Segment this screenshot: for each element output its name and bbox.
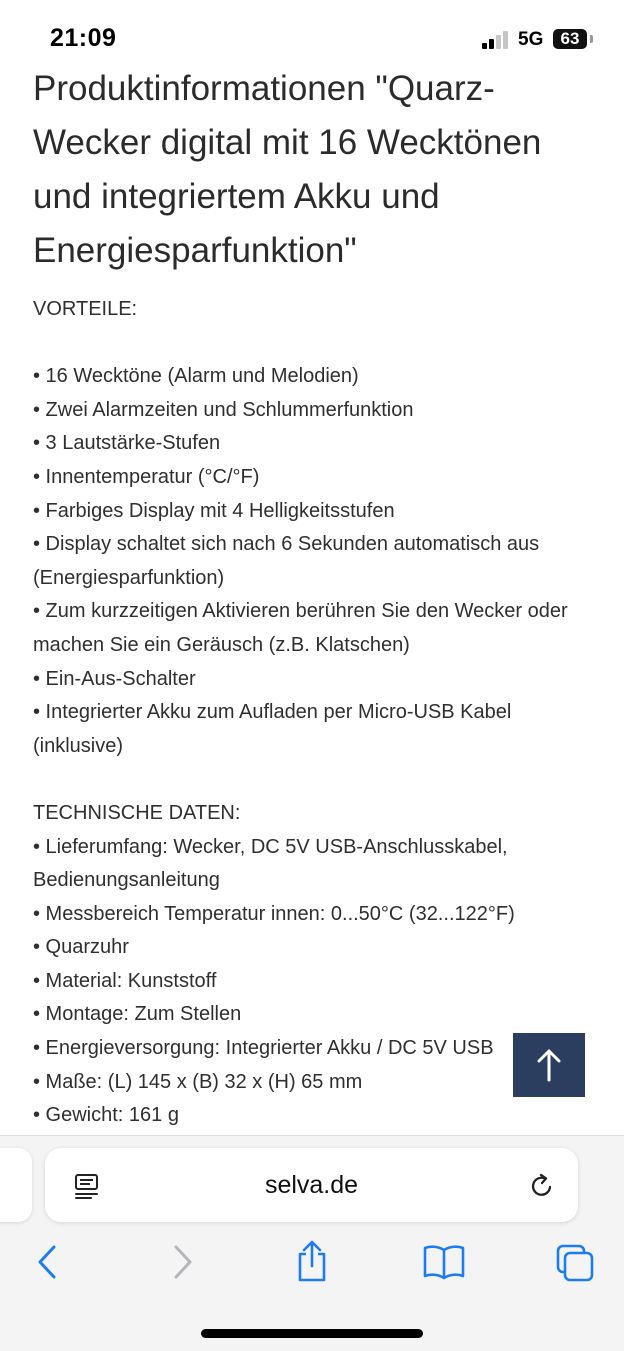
status-time: 21:09 [50, 24, 117, 52]
tech-heading: TECHNISCHE DATEN: [33, 801, 241, 824]
tabs-icon[interactable] [554, 1242, 596, 1284]
list-item: • Integrierter Akku zum Aufladen per Micro-USB Kabel (inklusive) [33, 701, 512, 757]
list-item: • Messbereich Temperatur innen: 0...50°C (32...122°F) [33, 902, 515, 925]
share-icon[interactable] [292, 1238, 332, 1284]
arrow-up-icon [513, 1033, 585, 1097]
battery-icon [553, 29, 587, 49]
battery-level: 63 [560, 29, 580, 48]
list-item: • Gewicht: 161 g [33, 1104, 179, 1127]
list-item: • Farbiges Display mit 4 Helligkeitsstufen [33, 499, 395, 522]
previous-tab-preview[interactable] [0, 1148, 32, 1222]
list-item: • Display schaltet sich nach 6 Sekunden automatisch aus (Energiesparfunktion) [33, 533, 540, 589]
reload-icon[interactable] [528, 1172, 556, 1200]
address-text[interactable]: selva.de [264, 1171, 359, 1199]
spacer [33, 763, 593, 797]
list-item: • Maße: (L) 145 x (B) 32 x (H) 65 mm [33, 1070, 363, 1093]
battery-tip [590, 35, 593, 43]
browser-toolbar [0, 1135, 624, 1351]
chevron-right-icon[interactable] [166, 1242, 198, 1282]
signal-icon [482, 31, 510, 49]
list-item: • 16 Wecktöne (Alarm und Melodien) [33, 365, 359, 388]
network-type: 5G [518, 29, 544, 50]
scroll-to-top-button[interactable] [513, 1033, 585, 1097]
list-item: • Material: Kunststoff [33, 969, 217, 992]
article-content [33, 62, 593, 1133]
list-item: • Quarzuhr [33, 936, 129, 959]
list-item: • Zwei Alarmzeiten und Schlummerfunktion [33, 398, 414, 421]
list-item: • Lieferumfang: Wecker, DC 5V USB-Anschlusskabel, Bedienungsanleitung [33, 835, 508, 892]
spacer [33, 327, 593, 361]
status-bar [0, 0, 624, 70]
product-description [33, 293, 593, 1133]
home-indicator[interactable] [201, 1329, 423, 1338]
list-item: • Innentemperatur (°C/°F) [33, 465, 260, 488]
reader-mode-icon[interactable] [73, 1172, 101, 1200]
chevron-left-icon[interactable] [32, 1242, 64, 1282]
page-title: Produktinformationen "Quarz-Wecker digital mit 16 Wecktönen und integriertem Akku und Energiesparfunktion" [33, 69, 542, 270]
list-item: • Montage: Zum Stellen [33, 1003, 242, 1026]
list-item: • Energieversorgung: Integrierter Akku / DC 5V USB [33, 1037, 494, 1060]
book-icon[interactable] [422, 1244, 466, 1280]
list-item: • Zum kurzzeitigen Aktivieren berühren Sie den Wecker oder machen Sie ein Geräusch (z.B. Klatschen) [33, 600, 568, 656]
list-item: • 3 Lautstärke-Stufen [33, 432, 221, 455]
list-item: • Ein-Aus-Schalter [33, 667, 196, 690]
advantages-heading: VORTEILE: [33, 298, 138, 320]
address-bar[interactable] [45, 1148, 578, 1222]
